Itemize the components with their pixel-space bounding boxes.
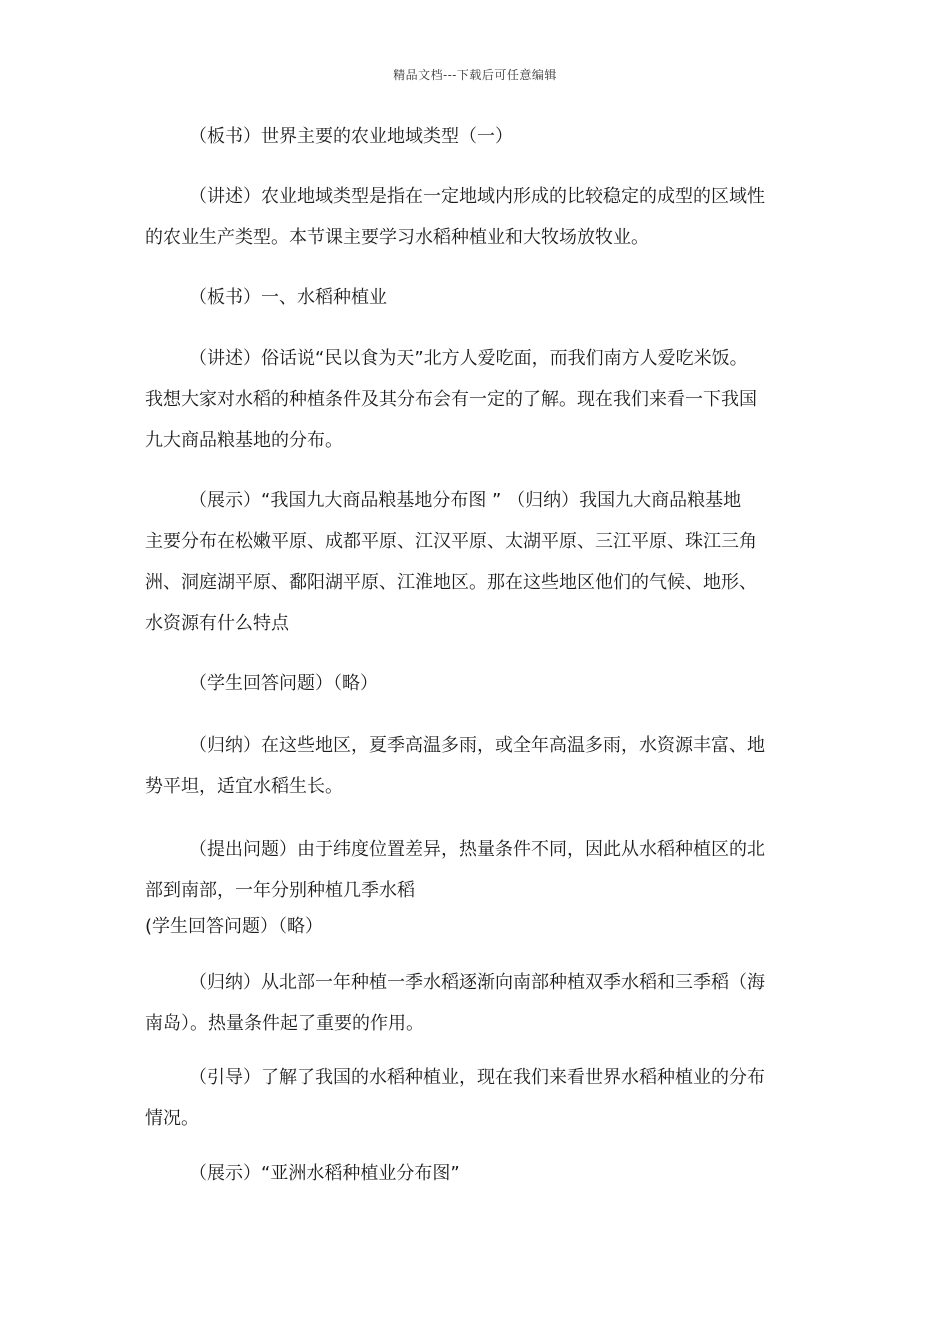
text-line: （提出问题）由于纬度位置差异，热量条件不同，因此从水稻种植区的北 <box>189 839 765 860</box>
text-line: （归纳）在这些地区，夏季高温多雨，或全年高温多雨，水资源丰富、地 <box>189 735 765 756</box>
text-line: （讲述）俗话说“民以食为天”北方人爱吃面，而我们南方人爱吃米饭。 <box>189 348 748 369</box>
text-line: (学生回答问题）（略） <box>145 916 324 937</box>
text-line: （板书）世界主要的农业地域类型（一） <box>189 126 513 147</box>
text-line: 势平坦，适宜水稻生长。 <box>145 776 343 797</box>
text-line: （板书）一、水稻种植业 <box>189 287 387 308</box>
text-line: 九大商品粮基地的分布。 <box>145 430 343 451</box>
page-header: 精品文档---下载后可任意编辑 <box>393 68 557 82</box>
paragraph-student-answer-2 <box>145 908 810 946</box>
text-line: （展示）“亚洲水稻种植业分布图” <box>189 1163 460 1184</box>
text-line: 南岛）。热量条件起了重要的作用。 <box>145 1013 424 1034</box>
paragraph-question-latitude <box>145 829 810 911</box>
text-line: 水资源有什么特点 <box>145 613 289 634</box>
paragraph-show-map-bases <box>145 480 810 644</box>
paragraph-board-title <box>145 116 810 157</box>
text-line: 的农业生产类型。本节课主要学习水稻种植业和大牧场放牧业。 <box>145 227 649 248</box>
text-line: 部到南部，一年分别种植几季水稻 <box>145 880 415 901</box>
text-line: （展示）“我国九大商品粮基地分布图 ” （归纳）我国九大商品粮基地 <box>189 490 742 511</box>
text-line: 主要分布在松嫩平原、成都平原、江汉平原、太湖平原、三江平原、珠江三角 <box>145 531 757 552</box>
paragraph-guide-world <box>145 1057 810 1139</box>
text-line: （引导）了解了我国的水稻种植业，现在我们来看世界水稻种植业的分布 <box>189 1067 765 1088</box>
paragraph-show-map-asia <box>145 1153 810 1194</box>
paragraph-lecture-definition <box>145 176 810 258</box>
text-line: （学生回答问题）（略） <box>189 673 378 694</box>
text-line: 情况。 <box>145 1108 199 1129</box>
paragraph-board-rice <box>145 277 810 318</box>
text-line: （归纳）从北部一年种植一季水稻逐渐向南部种植双季水稻和三季稻（海 <box>189 972 765 993</box>
text-line: （讲述）农业地域类型是指在一定地域内形成的比较稳定的成型的区域性 <box>189 186 765 207</box>
paragraph-summary-climate <box>145 725 810 807</box>
paragraph-student-answer-1 <box>145 663 810 704</box>
text-line: 洲、洞庭湖平原、鄱阳湖平原、江淮地区。那在这些地区他们的气候、地形、 <box>145 572 757 593</box>
paragraph-lecture-proverb <box>145 338 810 461</box>
paragraph-summary-seasons <box>145 962 810 1044</box>
text-line: 我想大家对水稻的种植条件及其分布会有一定的了解。现在我们来看一下我国 <box>145 389 757 410</box>
